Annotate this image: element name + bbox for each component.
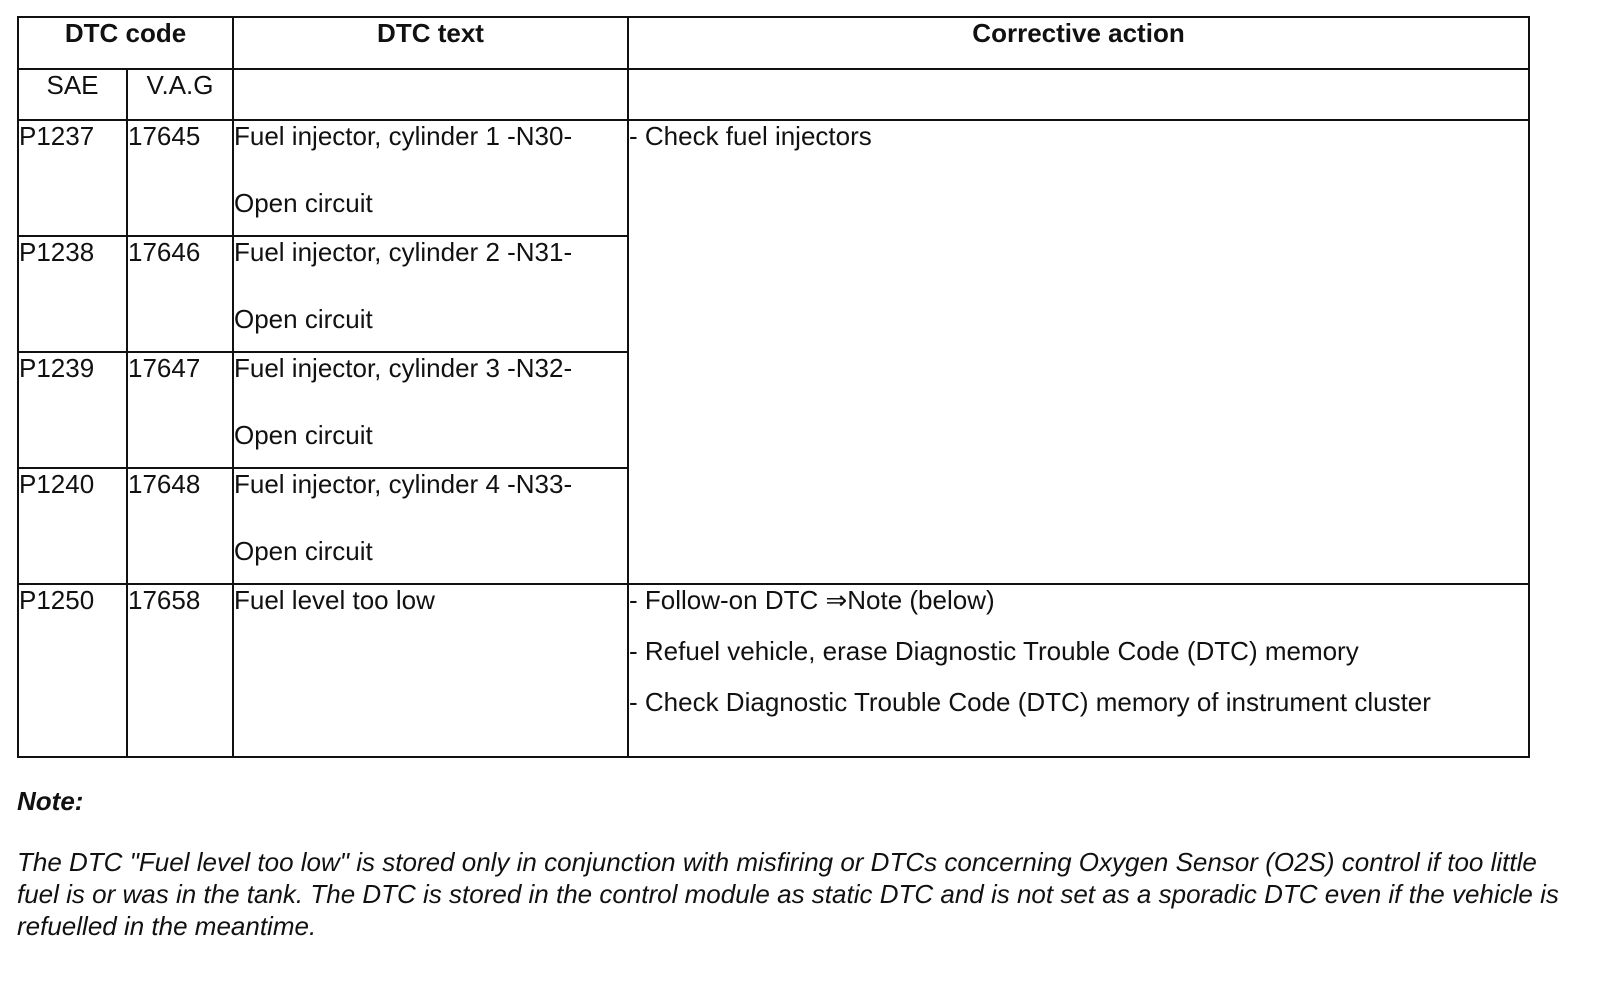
dtc-text: Fuel injector, cylinder 3 -N32- bbox=[234, 353, 573, 383]
corrective-action-follow-on: - Follow-on DTC ⇒Note (below) bbox=[629, 585, 995, 615]
vag-code: 17658 bbox=[127, 584, 233, 757]
corrective-action-cell bbox=[628, 584, 1529, 757]
subheader-vag: V.A.G bbox=[127, 69, 233, 120]
dtc-text: Fuel injector, cylinder 1 -N30- bbox=[234, 121, 573, 151]
vag-code: 17647 bbox=[127, 352, 233, 468]
sae-code: P1240 bbox=[18, 468, 127, 584]
dtc-text-cell bbox=[233, 236, 628, 352]
vag-code: 17645 bbox=[127, 120, 233, 236]
dtc-text-status: Open circuit bbox=[234, 420, 373, 450]
dtc-text-status: Open circuit bbox=[234, 188, 373, 218]
subheader-empty bbox=[628, 69, 1529, 120]
dtc-text-cell bbox=[233, 352, 628, 468]
header-dtc-text: DTC text bbox=[233, 17, 628, 69]
dtc-table bbox=[17, 16, 1530, 758]
sae-code: P1237 bbox=[18, 120, 127, 236]
dtc-text-status: Open circuit bbox=[234, 304, 373, 334]
corrective-action-refuel: - Refuel vehicle, erase Diagnostic Trouble Code (DTC) memory bbox=[629, 636, 1359, 666]
dtc-text-cell bbox=[233, 584, 628, 757]
header-dtc-code: DTC code bbox=[18, 17, 233, 69]
subheader-sae: SAE bbox=[18, 69, 127, 120]
dtc-text: Fuel injector, cylinder 2 -N31- bbox=[234, 237, 573, 267]
dtc-text-cell bbox=[233, 468, 628, 584]
dtc-text-cell bbox=[233, 120, 628, 236]
corrective-action-cell bbox=[628, 120, 1529, 584]
vag-code: 17646 bbox=[127, 236, 233, 352]
sae-code: P1250 bbox=[18, 584, 127, 757]
table-row bbox=[18, 120, 1529, 236]
dtc-text-status: Open circuit bbox=[234, 536, 373, 566]
sae-code: P1238 bbox=[18, 236, 127, 352]
sae-code: P1239 bbox=[18, 352, 127, 468]
subheader-empty bbox=[233, 69, 628, 120]
vag-code: 17648 bbox=[127, 468, 233, 584]
table-row bbox=[18, 584, 1529, 757]
dtc-text: Fuel injector, cylinder 4 -N33- bbox=[234, 469, 573, 499]
dtc-text: Fuel level too low bbox=[234, 585, 435, 615]
note-body: The DTC "Fuel level too low" is stored only in conjunction with misfiring or DTCs concerning Oxygen Sensor (O2S) control if too little fuel is or was in the tank. The DTC is stored in the control module as static DTC and is not set as a sporadic DTC even if the vehicle is refuelled in the meantime. bbox=[17, 847, 1559, 941]
header-corrective-action: Corrective action bbox=[628, 17, 1529, 69]
corrective-action-check-cluster: - Check Diagnostic Trouble Code (DTC) memory of instrument cluster bbox=[629, 687, 1431, 717]
note-title: Note: bbox=[17, 786, 84, 816]
corrective-action: - Check fuel injectors bbox=[629, 121, 872, 151]
